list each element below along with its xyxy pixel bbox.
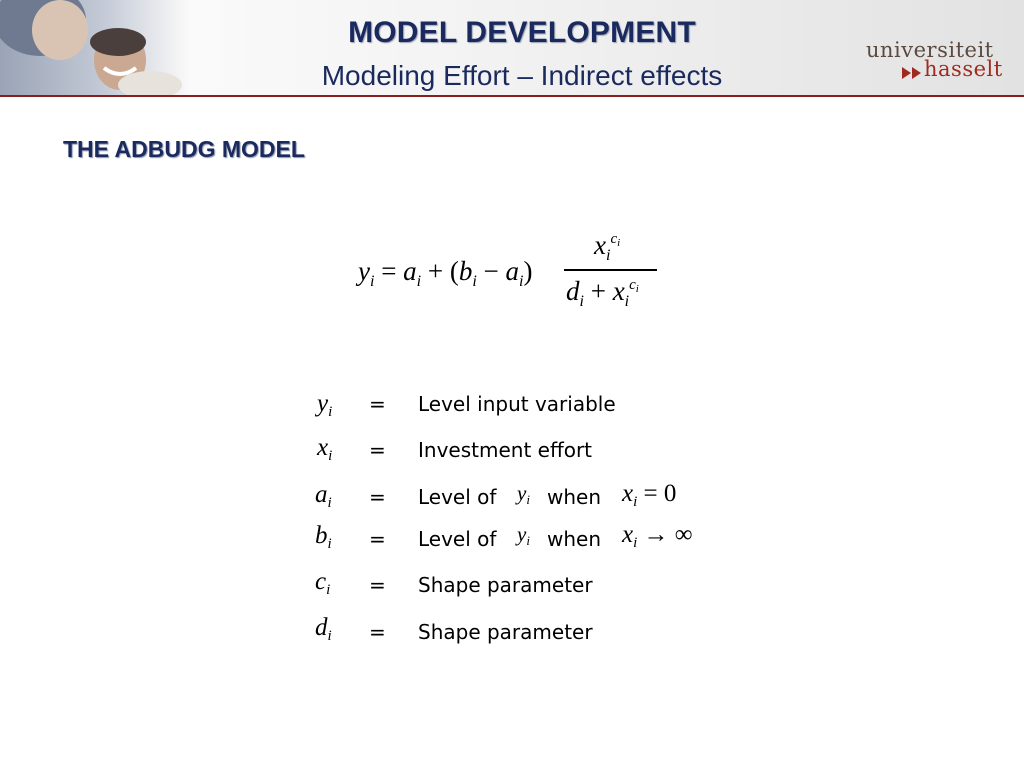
definition-text: Level of — [418, 527, 497, 551]
definition-symbol: $a_i$ — [315, 481, 332, 511]
formula-lhs — [358, 256, 533, 290]
adbudg-formula — [350, 228, 670, 318]
slide-subtitle: Modeling Effort – Indirect effects — [321, 60, 723, 91]
definition-text: Level input variable — [418, 392, 616, 416]
definition-inline-y: yi — [517, 481, 530, 507]
formula-y-sub: i — [369, 273, 375, 290]
formula-a: a — [403, 256, 417, 286]
denominator-plus: + — [583, 276, 613, 306]
section-title: THE ADBUDG MODEL — [63, 136, 305, 162]
definition-symbol: $c_i$ — [315, 568, 331, 598]
logo-text-line1: universiteit — [866, 38, 994, 62]
definition-symbol: $b_i$ — [315, 522, 332, 552]
definition-symbol: $d_i$ — [315, 614, 332, 644]
definition-condition: $x_i$ → ∞ — [622, 521, 693, 551]
formula-denominator — [566, 276, 639, 310]
denominator-d-sub: i — [579, 293, 584, 310]
definition-text: Shape parameter — [418, 620, 593, 644]
definition-equals: = — [369, 438, 386, 462]
definition-equals: = — [369, 392, 386, 416]
numerator-exp-c: c — [610, 231, 618, 247]
definition-equals: = — [369, 573, 386, 597]
fraction-bar — [564, 269, 657, 271]
definition-when: when — [547, 527, 602, 551]
denominator-d: d — [566, 276, 580, 306]
header-divider — [0, 95, 1024, 97]
formula-a2: a — [505, 256, 520, 286]
definition-symbol: $y_i$ — [317, 390, 333, 420]
numerator-x-sub: i — [605, 247, 611, 264]
logo-arrows-icon — [902, 65, 924, 81]
denominator-x: x — [612, 276, 625, 306]
slide-title: MODEL DEVELOPMENT — [348, 16, 696, 49]
logo-text-line2: hasselt — [924, 57, 1003, 81]
definition-equals: = — [369, 620, 386, 644]
numerator-x: x — [594, 230, 606, 260]
formula-y: y — [358, 256, 370, 286]
formula-close-paren: ) — [523, 256, 533, 286]
formula-plus: + ( — [421, 256, 459, 286]
definition-condition: $x_i = 0$ — [622, 480, 677, 510]
formula-b-sub: i — [472, 273, 477, 290]
university-logo — [862, 38, 1012, 88]
definition-inline-y: yi — [517, 522, 530, 548]
denominator-exp-sub: i — [635, 283, 639, 295]
formula-a2-sub: i — [519, 273, 524, 290]
definition-when: when — [547, 485, 602, 509]
definition-text: Investment effort — [418, 438, 593, 462]
definition-equals: = — [369, 485, 386, 509]
formula-minus: − — [476, 256, 506, 286]
formula-equals: = — [374, 256, 404, 286]
formula-a-sub: i — [416, 273, 422, 290]
definition-symbol: $x_i$ — [317, 434, 333, 464]
numerator-exp-sub: i — [617, 237, 621, 249]
formula-numerator — [594, 230, 621, 264]
definition-equals: = — [369, 527, 386, 551]
denominator-x-sub: i — [624, 293, 630, 310]
denominator-exp-c: c — [629, 277, 636, 293]
definition-text: Shape parameter — [418, 573, 593, 597]
definition-text: Level of — [418, 485, 497, 509]
formula-b: b — [458, 256, 473, 286]
